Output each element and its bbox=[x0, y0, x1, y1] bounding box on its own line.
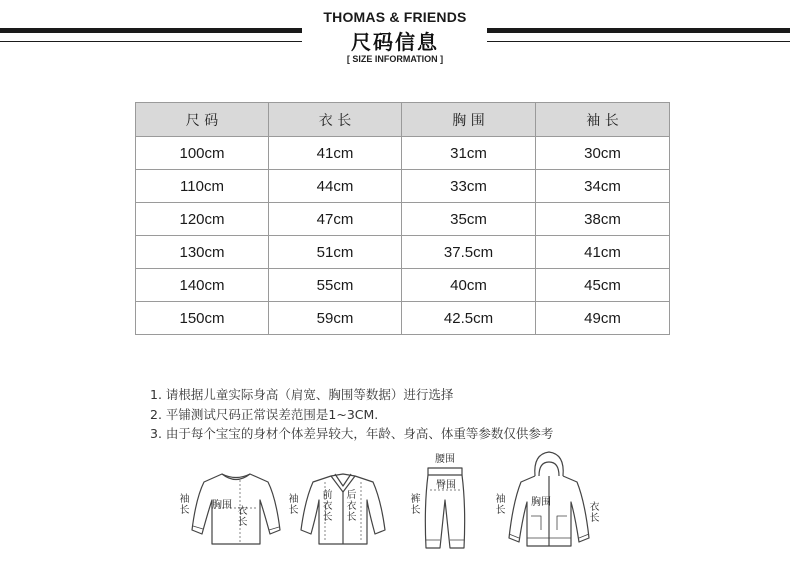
table-row bbox=[136, 203, 670, 236]
cell-length: 55cm bbox=[269, 269, 402, 302]
brand-name: THOMAS & FRIENDS bbox=[323, 9, 467, 25]
size-table bbox=[135, 102, 670, 335]
tshirt-chest-label: 胸围 bbox=[212, 500, 232, 511]
jacket-diagram bbox=[297, 468, 389, 548]
cell-sleeve: 30cm bbox=[536, 137, 670, 170]
pants-diagram bbox=[420, 466, 470, 552]
cell-chest: 37.5cm bbox=[402, 236, 536, 269]
notes-list bbox=[150, 385, 553, 444]
table-row bbox=[136, 137, 670, 170]
tshirt-length-label: 衣长 bbox=[237, 506, 248, 528]
cell-chest: 40cm bbox=[402, 269, 536, 302]
table-row bbox=[136, 302, 670, 335]
jacket-front-length-label: 前衣长 bbox=[322, 490, 333, 523]
page-subtitle: [ SIZE INFORMATION ] bbox=[346, 54, 444, 64]
hoodie-chest-label: 胸围 bbox=[531, 497, 551, 508]
hoodie-sleeve-label: 袖长 bbox=[495, 494, 506, 516]
pants-hip-label: 臀围 bbox=[436, 480, 456, 491]
cell-size: 140cm bbox=[136, 269, 269, 302]
hoodie-length-label: 衣长 bbox=[589, 502, 600, 524]
pants-waist-label: 腰围 bbox=[435, 454, 455, 465]
cell-length: 51cm bbox=[269, 236, 402, 269]
cell-chest: 33cm bbox=[402, 170, 536, 203]
cell-chest: 31cm bbox=[402, 137, 536, 170]
jacket-back-length-label: 后衣长 bbox=[346, 490, 357, 523]
table-row bbox=[136, 236, 670, 269]
tshirt-sleeve-label: 袖长 bbox=[179, 494, 190, 516]
page-title: 尺码信息 bbox=[351, 30, 439, 54]
cell-length: 47cm bbox=[269, 203, 402, 236]
jacket-sleeve-label: 袖长 bbox=[288, 494, 299, 516]
cell-size: 100cm bbox=[136, 137, 269, 170]
cell-chest: 35cm bbox=[402, 203, 536, 236]
cell-sleeve: 45cm bbox=[536, 269, 670, 302]
cell-length: 44cm bbox=[269, 170, 402, 203]
table-row bbox=[136, 170, 670, 203]
cell-sleeve: 41cm bbox=[536, 236, 670, 269]
pants-length-label: 裤长 bbox=[410, 494, 421, 516]
cell-size: 110cm bbox=[136, 170, 269, 203]
table-row bbox=[136, 269, 670, 302]
cell-length: 59cm bbox=[269, 302, 402, 335]
cell-length: 41cm bbox=[269, 137, 402, 170]
cell-size: 130cm bbox=[136, 236, 269, 269]
cell-sleeve: 38cm bbox=[536, 203, 670, 236]
table-header-row bbox=[136, 103, 670, 137]
cell-sleeve: 34cm bbox=[536, 170, 670, 203]
cell-size: 120cm bbox=[136, 203, 269, 236]
note-item: 2. 平铺测试尺码正常误差范围是1~3CM. bbox=[150, 406, 379, 422]
note-item: 1. 请根据儿童实际身高（肩宽、胸围等数据）进行选择 bbox=[150, 387, 454, 402]
tshirt-diagram bbox=[188, 468, 284, 548]
cell-size: 150cm bbox=[136, 302, 269, 335]
header-size: 尺 码 bbox=[136, 103, 269, 137]
note-item: 3. 由于每个宝宝的身材个体差异较大，年龄、身高、体重等参数仅供参考 bbox=[150, 426, 554, 441]
header-chest: 胸 围 bbox=[402, 103, 536, 137]
cell-sleeve: 49cm bbox=[536, 302, 670, 335]
header-length: 衣 长 bbox=[269, 103, 402, 137]
header-sleeve: 袖 长 bbox=[536, 103, 670, 137]
cell-chest: 42.5cm bbox=[402, 302, 536, 335]
